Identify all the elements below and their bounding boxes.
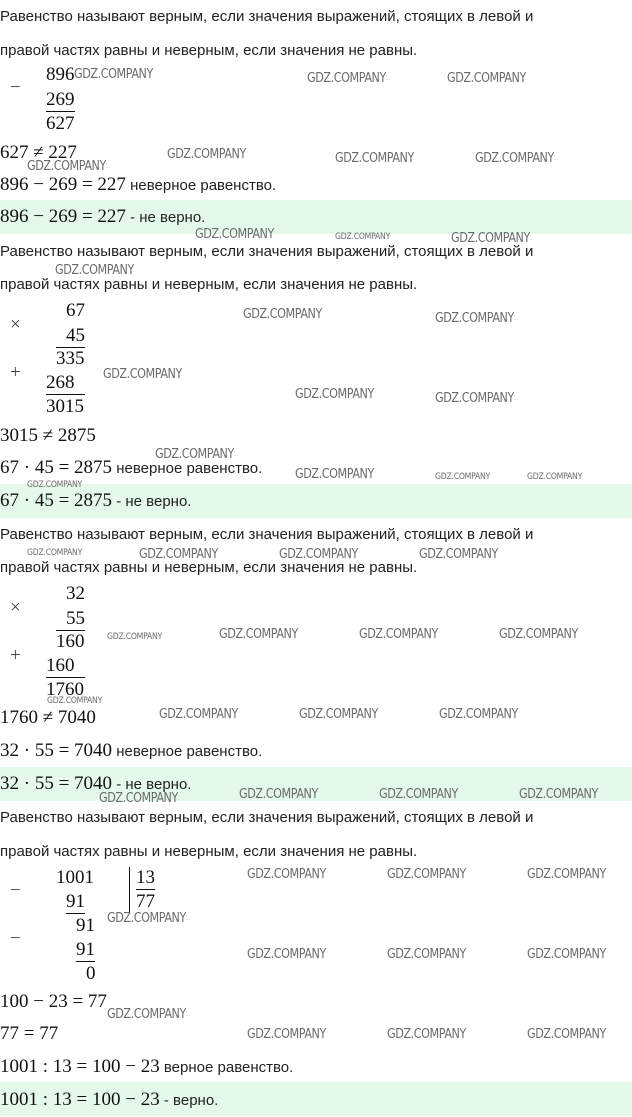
- product: 3015: [46, 396, 84, 417]
- quotient: 77: [136, 891, 155, 912]
- answer-line: [0, 1089, 218, 1111]
- divisor: 13: [136, 867, 155, 888]
- watermark: GDZ.COMPANY: [99, 791, 178, 806]
- answer-expression: 67 · 45 = 2875: [0, 490, 113, 511]
- watermark: GDZ.COMPANY: [239, 787, 318, 802]
- equality-line: [0, 1056, 293, 1078]
- equality-expression: 896 − 269 = 227: [0, 174, 126, 195]
- watermark: GDZ.COMPANY: [247, 947, 326, 962]
- watermark: GDZ.COMPANY: [451, 231, 530, 246]
- watermark: GDZ.COMPANY: [247, 867, 326, 882]
- watermark: GDZ.COMPANY: [359, 627, 438, 642]
- watermark: GDZ.COMPANY: [279, 547, 358, 562]
- watermark: GDZ.COMPANY: [243, 307, 322, 322]
- watermark: GDZ.COMPANY: [435, 391, 514, 406]
- watermark: GDZ.COMPANY: [435, 472, 491, 482]
- watermark: GDZ.COMPANY: [387, 1027, 466, 1042]
- watermark: GDZ.COMPANY: [159, 707, 238, 722]
- watermark: GDZ.COMPANY: [447, 71, 526, 86]
- answer-verdict: - не верно.: [125, 209, 206, 226]
- remainder-2: 0: [86, 963, 96, 984]
- watermark: GDZ.COMPANY: [295, 387, 374, 402]
- rule-text-line2: правой частях равны и неверным, если значения не равны.: [0, 276, 418, 293]
- plus-sign: +: [10, 645, 21, 666]
- watermark: GDZ.COMPANY: [335, 151, 414, 166]
- equality-verdict: неверное равенство.: [125, 177, 277, 194]
- answer-expression: 1001 : 13 = 100 − 23: [0, 1089, 160, 1110]
- watermark: GDZ.COMPANY: [527, 1027, 606, 1042]
- answer-expression: 32 · 55 = 7040: [0, 773, 113, 794]
- watermark: GDZ.COMPANY: [167, 147, 246, 162]
- minuend: 896: [46, 64, 75, 85]
- partial-product-2: 160: [46, 655, 85, 678]
- answer-verdict: - не верно.: [112, 776, 192, 793]
- answer-verdict: - верно.: [159, 1092, 219, 1109]
- partial-product-1: 160: [56, 631, 85, 652]
- equality-verdict: неверное равенство.: [112, 743, 263, 760]
- difference: 627: [46, 113, 75, 134]
- watermark: GDZ.COMPANY: [335, 232, 391, 242]
- watermark: GDZ.COMPANY: [195, 227, 274, 242]
- remainder-1: 91: [76, 915, 95, 936]
- watermark: GDZ.COMPANY: [107, 1007, 186, 1022]
- subtrahend-2: 91: [76, 939, 95, 960]
- factor-1: 32: [66, 583, 85, 604]
- watermark: GDZ.COMPANY: [499, 627, 578, 642]
- calculation-1: 100 − 23 = 77: [0, 991, 107, 1012]
- factor-1: 67: [66, 300, 85, 321]
- rule-text-line2: правой частях равны и неверным, если значения не равны.: [0, 843, 418, 860]
- subtrahend-1: 91: [66, 891, 85, 912]
- watermark: GDZ.COMPANY: [439, 707, 518, 722]
- minus-sign: −: [10, 880, 21, 901]
- watermark: GDZ.COMPANY: [55, 263, 134, 278]
- rule-text-line2: правой частях равны и неверным, если значения не равны.: [0, 42, 418, 59]
- multiply-sign: ×: [10, 597, 21, 618]
- watermark: GDZ.COMPANY: [527, 867, 606, 882]
- equality-line: [0, 740, 262, 762]
- watermark: GDZ.COMPANY: [107, 911, 186, 926]
- watermark: GDZ.COMPANY: [387, 947, 466, 962]
- plus-sign: +: [10, 362, 21, 383]
- equality-line: [0, 174, 276, 196]
- multiply-sign: ×: [10, 314, 21, 335]
- equality-expression: 67 · 45 = 2875: [0, 457, 113, 478]
- answer-line: [0, 490, 191, 512]
- watermark: GDZ.COMPANY: [27, 480, 83, 490]
- watermark: GDZ.COMPANY: [155, 447, 234, 462]
- watermark: GDZ.COMPANY: [107, 632, 163, 642]
- partial-product-1: 335: [56, 348, 85, 369]
- dividend: 1001: [56, 867, 94, 888]
- equality-verdict: неверное равенство.: [112, 460, 263, 477]
- factor-2: 45: [56, 325, 85, 348]
- comparison: 627 ≠ 227: [0, 142, 77, 163]
- rule-text-line2: правой частях равны и неверным, если значения не равны.: [0, 559, 418, 576]
- rule-text-line1: Равенство называют верным, если значения выражений, стоящих в левой и: [0, 243, 534, 260]
- watermark: GDZ.COMPANY: [307, 71, 386, 86]
- watermark: GDZ.COMPANY: [27, 548, 83, 558]
- watermark: GDZ.COMPANY: [435, 311, 514, 326]
- watermark: GDZ.COMPANY: [27, 159, 106, 174]
- subtrahend: 269: [46, 89, 75, 110]
- watermark: GDZ.COMPANY: [247, 1027, 326, 1042]
- rule-text-line1: Равенство называют верным, если значения выражений, стоящих в левой и: [0, 809, 534, 826]
- division-bar: [129, 867, 130, 912]
- calculation-2: 77 = 77: [0, 1023, 59, 1044]
- answer-expression: 896 − 269 = 227: [0, 206, 126, 227]
- partial-product-2: 268: [46, 372, 85, 395]
- watermark: GDZ.COMPANY: [419, 547, 498, 562]
- comparison: 1760 ≠ 7040: [0, 707, 96, 728]
- watermark: GDZ.COMPANY: [47, 696, 103, 706]
- watermark: GDZ.COMPANY: [527, 472, 583, 482]
- rule-text-line1: Равенство называют верным, если значения выражений, стоящих в левой и: [0, 526, 534, 543]
- watermark: GDZ.COMPANY: [219, 627, 298, 642]
- factor-2: 55: [56, 608, 85, 631]
- equality-verdict: верное равенство.: [159, 1059, 294, 1076]
- product: 1760: [46, 679, 84, 700]
- watermark: GDZ.COMPANY: [103, 367, 182, 382]
- answer-line: [0, 206, 205, 228]
- watermark: GDZ.COMPANY: [139, 547, 218, 562]
- minus-sign: −: [10, 928, 21, 949]
- equality-expression: 32 · 55 = 7040: [0, 740, 113, 761]
- watermark: GDZ.COMPANY: [475, 151, 554, 166]
- watermark: GDZ.COMPANY: [519, 787, 598, 802]
- watermark: GDZ.COMPANY: [299, 707, 378, 722]
- watermark: GDZ.COMPANY: [74, 67, 153, 82]
- watermark: GDZ.COMPANY: [379, 787, 458, 802]
- answer-verdict: - не верно.: [112, 493, 192, 510]
- comparison: 3015 ≠ 2875: [0, 425, 96, 446]
- minus-sign: −: [10, 77, 21, 98]
- watermark: GDZ.COMPANY: [387, 867, 466, 882]
- equality-expression: 1001 : 13 = 100 − 23: [0, 1056, 160, 1077]
- watermark: GDZ.COMPANY: [527, 947, 606, 962]
- rule-text-line1: Равенство называют верным, если значения выражений, стоящих в левой и: [0, 8, 534, 25]
- watermark: GDZ.COMPANY: [295, 467, 374, 482]
